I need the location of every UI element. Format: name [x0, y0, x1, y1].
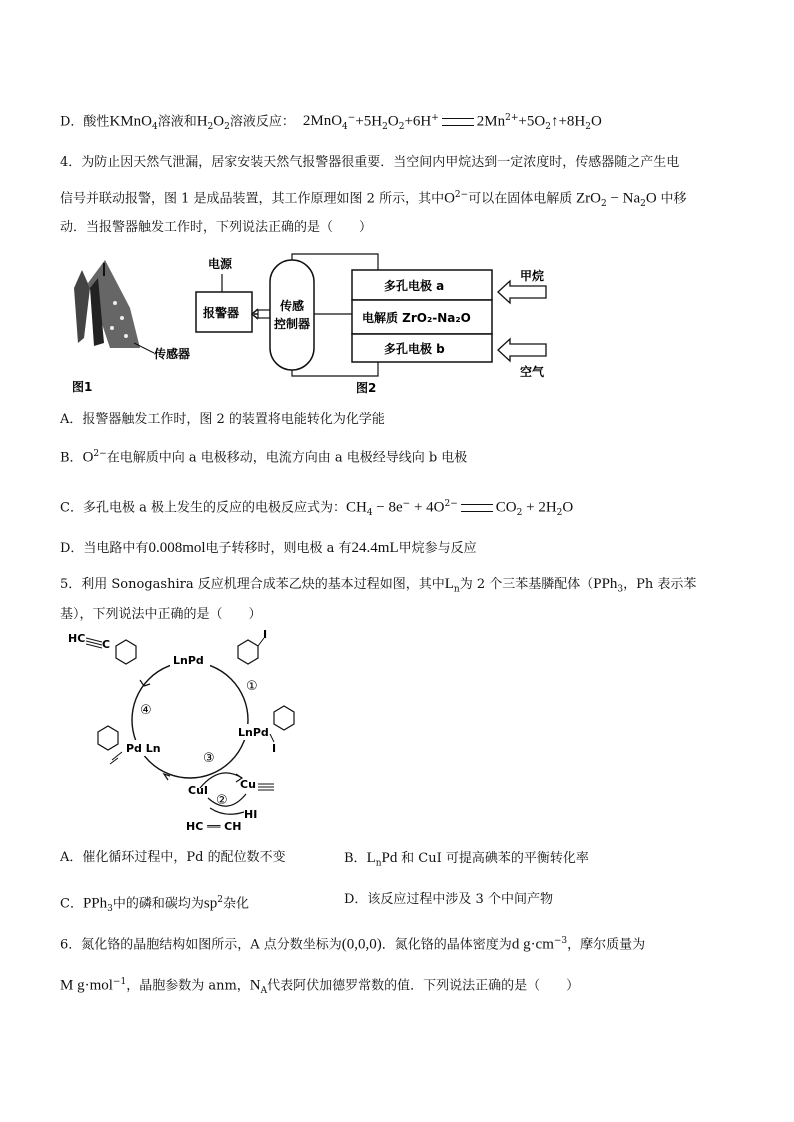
step-3-label: ③ [203, 751, 215, 766]
catalytic-cycle-ring [132, 662, 248, 778]
prev-option-d: D．酸性KMnO$_4$溶液和$H_2O_2$溶液反应： $2MnO_4^-+5H_2O_2+6H^+$ $2Mn^{2+}+5O_2↑+8H_2O$ [60, 113, 602, 132]
benzene-ring-icon [274, 706, 294, 730]
svg-text:电解质 ZrO₂-Na₂O: 电解质 ZrO₂-Na₂O [362, 311, 471, 325]
air-label: 空气 [520, 365, 545, 379]
q4-option-c: C．多孔电极 a 极上发生的反应的电极反应式为：$CH_4 - 8e^- + 4O^{2-}$ $CO_2 + 2H_2O$ [60, 499, 574, 518]
benzene-ring-icon [238, 640, 258, 664]
power-label: 电源 [208, 257, 233, 271]
q5-option-b: B．$L_nPd$ 和 CuI 可提高碘苯的平衡转化率 [344, 850, 589, 869]
q4-option-d: D．当电路中有0.008mol电子转移时，则电极 a 有24.4mL甲烷参与反应 [60, 540, 477, 556]
svg-text:I: I [272, 742, 277, 755]
methane-inlet-arrow [498, 281, 546, 303]
q4-option-b: B．$O^{2-}$在电解质中向 a 电极移动，电流方向由 a 电极经导线向 b 电极 [60, 449, 468, 466]
sensor-controller [270, 260, 314, 370]
methane-label: 甲烷 [520, 269, 545, 283]
svg-text:传感: 传感 [280, 299, 305, 313]
q5-option-d: D．该反应过程中涉及 3 个中间产物 [344, 892, 553, 907]
q4-option-a: A．报警器触发工作时，图 2 的装置将电能转化为化学能 [60, 412, 385, 427]
step-2-label: ② [216, 793, 228, 808]
lnpd-top-label: LnPd [173, 654, 204, 667]
q4-stem-line1: 4．为防止因天然气泄漏，居家安装天然气报警器很重要．当空间内甲烷达到一定浓度时，传感器随之产生电 [60, 155, 680, 170]
acetylene-label: HC ══ CH [186, 820, 242, 833]
air-inlet-arrow [498, 339, 546, 361]
hi-label: HI [244, 808, 258, 821]
q4-stem-line2: 信号并联动报警，图 1 是成品装置，其工作原理如图 2 所示，其中$O^{2-}$可以在固体电解质 $ZrO_2 - Na_2O$ 中移 [60, 190, 687, 209]
q4-stem-line3: 动．当报警器触发工作时，下列说法正确的是（ ） [60, 220, 373, 235]
svg-text:C: C [102, 638, 111, 651]
q4-figure [60, 248, 560, 400]
svg-text:控制器: 控制器 [274, 317, 311, 331]
fig1-caption: 图1 [72, 380, 93, 394]
iodine-label: I [263, 628, 268, 641]
q5-option-c: C．PPh$_3$中的磷和碳均为$sp^2$杂化 [60, 895, 249, 914]
q5-option-a: A．催化循环过程中，Pd 的配位数不变 [60, 850, 286, 865]
fig2-caption: 图2 [356, 381, 377, 395]
lnpd-right-label: LnPd [238, 726, 269, 739]
pd-ln-label: Pd Ln [126, 742, 161, 755]
svg-text:多孔电极 a: 多孔电极 a [384, 279, 445, 293]
cui-label: CuI [188, 784, 208, 797]
step-1-label: ① [246, 679, 258, 694]
q6-stem-line2: M g·mol$^{-1}$，晶胞参数为 anm，$N_A$代表阿伏加德罗常数的值．下列说法正确的是（ ） [60, 977, 580, 996]
benzene-ring-icon [116, 640, 136, 664]
q6-stem-line1: 6．氮化铬的晶胞结构如图所示，A 点分数坐标为(0,0,0)．氮化铬的晶体密度为d $g\cdot cm^{-3}$，摩尔质量为 [60, 936, 646, 953]
benzene-ring-icon [98, 726, 118, 750]
q5-catalytic-cycle-figure [60, 628, 320, 838]
q5-stem-line1: 5．利用 Sonogashira 反应机理合成苯乙炔的基本过程如图，其中$L_n$为 2 个三苯基膦配体（PPh$_3$，Ph 表示苯 [60, 576, 697, 595]
cu-acetylide-label: Cu [240, 778, 256, 791]
svg-text:多孔电极 b: 多孔电极 b [384, 342, 445, 356]
step-4-label: ④ [140, 703, 152, 718]
alarm-label: 报警器 [203, 306, 240, 320]
fig1-sensor-label: 传感器 [154, 347, 191, 361]
q5-stem-line2: 基），下列说法中正确的是（ ） [60, 607, 262, 622]
sensor-device-illustration [74, 260, 140, 348]
product-hc-label: HC [68, 632, 86, 645]
